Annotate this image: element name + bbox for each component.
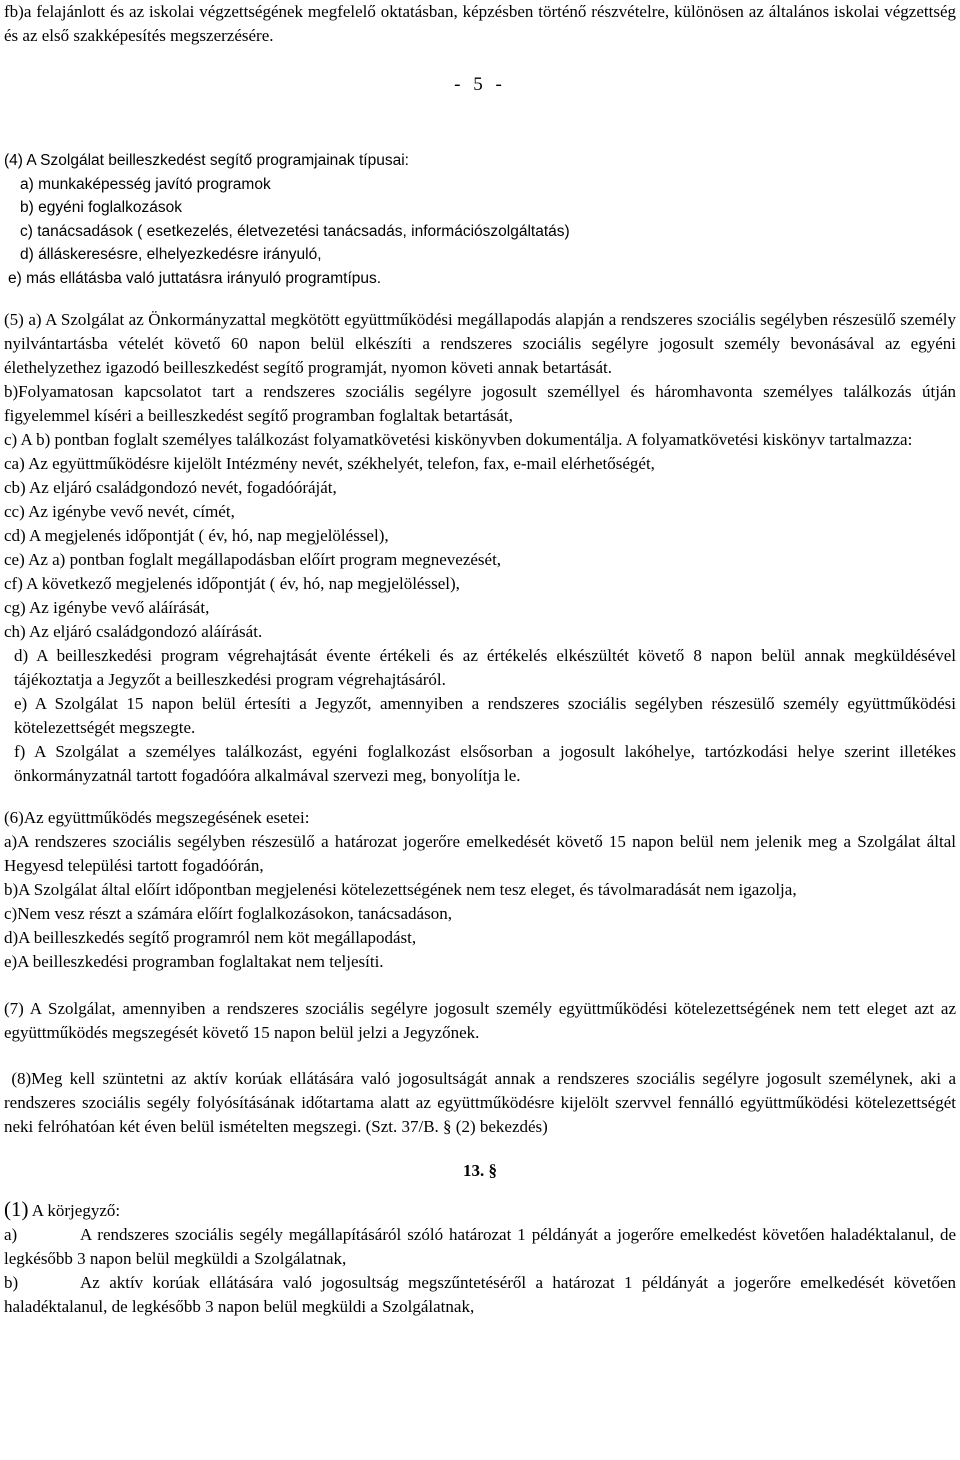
list-item: ca) Az együttműködésre kijelölt Intézmény nevét, székhelyét, telefon, fax, e-mail elérhetőségét, [4, 454, 655, 473]
list-item: cg) Az igénybe vevő aláírását, [4, 598, 210, 617]
section-5c: c) A b) pontban foglalt személyes találkozást folyamatkövetési kiskönyvben dokumentálja. A folyamatkövetési kiskönyv tartalmazza: [4, 430, 913, 449]
section-5d: d) A beilleszkedési program végrehajtását évente értékeli és az értékelés elkészültét követő 8 napon belül annak megküldésével tájékoztatja a Jegyzőt a beilleszkedési program végrehajtásáról. [14, 646, 956, 689]
list-item: ce) Az a) pontban foglalt megállapodásban előírt program megnevezését, [4, 550, 502, 569]
item-text: A rendszeres szociális segély megállapításáról szóló határozat 1 példányát a jogerőre emelkedést követően haladéktalanul, de legkésőbb 3 napon belül megküldi a Szolgálatnak, [4, 1225, 956, 1268]
section-13 [4, 1197, 956, 1319]
section-4 [4, 149, 956, 290]
list-item: d)A beilleszkedés segítő programról nem köt megállapodást, [4, 928, 417, 947]
list-item: ch) Az eljáró családgondozó aláírását. [4, 622, 263, 641]
list-item: e) más ellátásba való juttatásra irányuló programtípus. [8, 269, 382, 287]
list-item [4, 1271, 956, 1319]
section-5a: (5) a) A Szolgálat az Önkormányzattal megkötött együttműködési megállapodás alapján a rendszeres szociális segélyben részesülő személy nyilvántartásba vételét követő 60 napon belül elkészíti a rendszeres szociális segélyre jogosult személy bevonásával az egyéni élethelyzethez igazodó beilleszkedést segítő programját, nyomon követi annak betartását. [4, 310, 956, 377]
item-label: b) [4, 1273, 19, 1292]
list-item: e)A beilleszkedési programban foglaltakat nem teljesíti. [4, 952, 384, 971]
section-5e: e) A Szolgálat 15 napon belül értesíti a Jegyzőt, amennyiben a rendszeres szociális segélyben részesülő személy együttműködési kötelezettségét megszegte. [14, 694, 956, 737]
list-item: cd) A megjelenés időpontját ( év, hó, nap megjelöléssel), [4, 526, 389, 545]
section-5b: b)Folyamatosan kapcsolatot tart a rendszeres szociális segélyre jogosult személlyel és háromhavonta személyes találkozás útján figyelemmel kíséri a beilleszkedést segítő programban foglaltak betartását, [4, 382, 956, 425]
list-item [4, 1223, 956, 1271]
list-item: d) álláskeresésre, elhelyezkedésre irányuló, [20, 246, 322, 263]
section-13-number: (1) [4, 1197, 29, 1221]
page-number: - 5 - [454, 74, 506, 95]
list-item: cc) Az igénybe vevő nevét, címét, [4, 502, 235, 521]
section-7: (7) A Szolgálat, amennyiben a rendszeres szociális segélyre jogosult személy együttműködési kötelezettségének nem tett eleget azt az együttműködés megszegését követő 15 napon belül jelzi a Jegyzőnek. [4, 999, 956, 1042]
item-text: Az aktív korúak ellátására való jogosultság megszűntetéséről a határozat 1 példányát a jogerőre emelkedését követően haladéktalanul, de legkésőbb 3 napon belül megküldi a Szolgálatnak, [4, 1273, 956, 1316]
section-13-heading: 13. § [463, 1161, 497, 1180]
section-13-intro [4, 1197, 956, 1223]
section-4-intro: (4) A Szolgálat beilleszkedést segítő programjainak típusai: [4, 152, 409, 169]
list-item: b) egyéni foglalkozások [20, 199, 182, 216]
section-6 [4, 806, 956, 974]
section-5f: f) A Szolgálat a személyes találkozást, egyéni foglalkozást elsősorban a jogosult lakóhelye, tartózkodási helye szerint illetékes önkormányzatnál tartott fogadóóra alkalmával szervezi meg, bonyolítja le. [14, 742, 956, 785]
list-item: cf) A következő megjelenés időpontját ( év, hó, nap megjelöléssel), [4, 574, 460, 593]
section-8: (8)Meg kell szüntetni az aktív korúak ellátására való jogosultságát annak a rendszeres szociális segélyre jogosult személynek, aki a rendszeres szociális segély folyósításának időtartama alatt az együttműködésre kijelölt szervvel fennálló együttműködési kötelezettségét neki felróhatóan két éven belül ismételten megszegi. (Szt. 37/B. § (2) bekezdés) [4, 1069, 960, 1136]
section-5 [4, 308, 956, 788]
list-item: b)A Szolgálat által előírt időpontban megjelenési kötelezettségének nem tesz eleget, és távolmaradását nem igazolja, [4, 880, 797, 899]
list-item: c)Nem vesz részt a számára előírt foglalkozásokon, tanácsadáson, [4, 904, 452, 923]
section-13-intro-text: A körjegyző: [28, 1201, 121, 1220]
list-item: a)A rendszeres szociális segélyben részesülő a határozat jogerőre emelkedését követő 15 napon belül nem jelenik meg a Szolgálat által Hegyesd települési tartott fogadóórán, [4, 832, 956, 875]
list-item: cb) Az eljáró családgondozó nevét, fogadóóráját, [4, 478, 337, 497]
document-page [4, 0, 960, 1319]
top-paragraph: fb)a felajánlott és az iskolai végzettségének megfelelő oktatásban, képzésben történő részvételre, különösen az általános iskolai végzettség és az első szakképesítés megszerzésére. [4, 2, 956, 45]
list-item: c) tanácsadások ( esetkezelés, életvezetési tanácsadás, információszolgáltatás) [20, 222, 570, 240]
list-item: a) munkaképesség javító programok [20, 175, 271, 193]
section-6-intro: (6)Az együttműködés megszegésének esetei: [4, 808, 310, 827]
section-4-list [4, 173, 956, 291]
item-label: a) [4, 1225, 18, 1244]
